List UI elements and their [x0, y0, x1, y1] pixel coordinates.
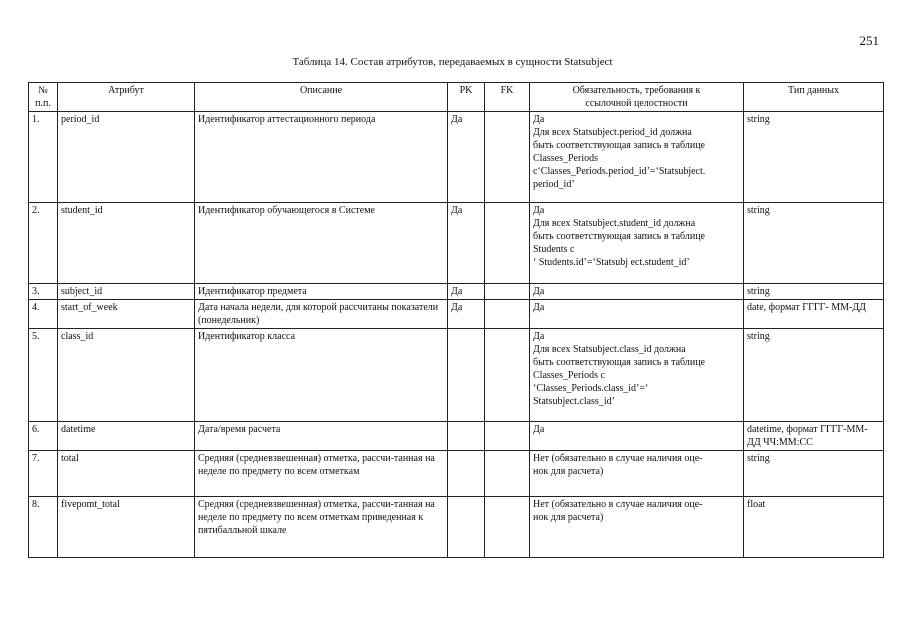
required-line: Нет (обязательно в случае наличия оце-	[533, 499, 703, 510]
row-description: Средняя (средневзвешенная) отметка, рассчи-танная на неделе по предмету по всем отметкам приведенная к пятибалльной шкале	[195, 497, 448, 558]
required-line: Да	[533, 424, 545, 435]
row-fk	[485, 497, 530, 558]
required-line: с‘Classes_Periods.period_id’=‘Statsubject.	[533, 166, 706, 177]
row-description: Идентификатор класса	[195, 329, 448, 422]
row-pk	[448, 329, 485, 422]
row-description: Идентификатор обучающегося в Системе	[195, 203, 448, 284]
required-line: Да	[533, 286, 545, 297]
row-fk	[485, 203, 530, 284]
row-description: Средняя (средневзвешенная) отметка, рассчи-танная на неделе по предмету по всем отметкам	[195, 451, 448, 497]
header-attribute: Атрибут	[58, 83, 195, 112]
required-line: Для всех Statsubject.student_id должна	[533, 218, 696, 229]
header-required	[530, 83, 744, 112]
required-line: ‘Classes_Periods.class_id’=‘	[533, 383, 649, 394]
row-type: string	[744, 451, 884, 497]
row-required	[530, 203, 744, 284]
row-pk: Да	[448, 300, 485, 329]
table-row	[29, 203, 884, 284]
row-attribute: period_id	[58, 112, 195, 203]
required-line: быть соответствующая запись в таблице	[533, 140, 705, 151]
row-attribute: total	[58, 451, 195, 497]
required-line: Students с	[533, 244, 575, 255]
header-num	[29, 83, 58, 112]
row-type: string	[744, 112, 884, 203]
row-num: 2.	[29, 203, 58, 284]
header-num-line2: п.п.	[35, 98, 51, 109]
row-description: Идентификатор предмета	[195, 284, 448, 300]
row-required	[530, 112, 744, 203]
row-fk	[485, 422, 530, 451]
row-type: string	[744, 284, 884, 300]
row-required	[530, 422, 744, 451]
row-fk	[485, 112, 530, 203]
row-num: 4.	[29, 300, 58, 329]
row-attribute: fivepomt_total	[58, 497, 195, 558]
row-type: float	[744, 497, 884, 558]
row-description: Идентификатор аттестационного периода	[195, 112, 448, 203]
row-fk	[485, 284, 530, 300]
row-fk	[485, 329, 530, 422]
row-pk: Да	[448, 112, 485, 203]
row-pk	[448, 422, 485, 451]
table-row	[29, 329, 884, 422]
row-description: Дата/время расчета	[195, 422, 448, 451]
required-line: Да	[533, 114, 545, 125]
row-required	[530, 497, 744, 558]
row-fk	[485, 451, 530, 497]
required-line: нок для расчета)	[533, 512, 604, 523]
table-caption: Таблица 14. Состав атрибутов, передаваемых в сущности Statsubject	[292, 56, 613, 68]
row-type: datetime, формат ГГГГ-ММ-ДД ЧЧ:ММ:СС	[744, 422, 884, 451]
row-description: Дата начала недели, для которой рассчитаны показатели (понедельник)	[195, 300, 448, 329]
required-line: Да	[533, 302, 545, 313]
table-row	[29, 300, 884, 329]
row-attribute: subject_id	[58, 284, 195, 300]
row-pk	[448, 451, 485, 497]
table-row	[29, 451, 884, 497]
required-line: нок для расчета)	[533, 466, 604, 477]
header-description: Описание	[195, 83, 448, 112]
required-line: ‘ Students.id’=‘Statsubj ect.student_id’	[533, 257, 690, 268]
header-fk: FK	[485, 83, 530, 112]
row-required	[530, 329, 744, 422]
row-required	[530, 284, 744, 300]
row-num: 3.	[29, 284, 58, 300]
required-line: Для всех Statsubject.class_id должна	[533, 344, 686, 355]
page-number: 251	[859, 33, 879, 48]
row-pk	[448, 497, 485, 558]
required-line: period_id’	[533, 179, 575, 190]
header-required-line1: Обязательность, требования к	[572, 85, 701, 96]
row-type: string	[744, 329, 884, 422]
row-type: date, формат ГГГГ- ММ-ДД	[744, 300, 884, 329]
row-num: 7.	[29, 451, 58, 497]
required-line: Classes_Periods с	[533, 370, 605, 381]
row-attribute: student_id	[58, 203, 195, 284]
required-line: Да	[533, 331, 545, 342]
table-row	[29, 497, 884, 558]
required-line: Для всех Statsubject.period_id должна	[533, 127, 692, 138]
row-required	[530, 451, 744, 497]
header-required-line2: ссылочной целостности	[585, 98, 688, 109]
row-attribute: start_of_week	[58, 300, 195, 329]
row-pk: Да	[448, 203, 485, 284]
required-line: быть соответствующая запись в таблице	[533, 231, 705, 242]
table-row	[29, 422, 884, 451]
header-pk: PK	[448, 83, 485, 112]
required-line: Statsubject.class_id’	[533, 396, 615, 407]
header-num-line1: №	[38, 85, 48, 96]
table-row	[29, 284, 884, 300]
required-line: Нет (обязательно в случае наличия оце-	[533, 453, 703, 464]
table-row	[29, 112, 884, 203]
row-fk	[485, 300, 530, 329]
row-num: 6.	[29, 422, 58, 451]
header-type: Тип данных	[744, 83, 884, 112]
row-num: 8.	[29, 497, 58, 558]
table-header-row	[29, 83, 884, 112]
row-pk: Да	[448, 284, 485, 300]
row-attribute: class_id	[58, 329, 195, 422]
required-line: Да	[533, 205, 545, 216]
row-attribute: datetime	[58, 422, 195, 451]
row-type: string	[744, 203, 884, 284]
required-line: Classes_Periods	[533, 153, 598, 164]
row-required	[530, 300, 744, 329]
row-num: 5.	[29, 329, 58, 422]
required-line: быть соответствующая запись в таблице	[533, 357, 705, 368]
row-num: 1.	[29, 112, 58, 203]
attributes-table	[28, 82, 884, 558]
